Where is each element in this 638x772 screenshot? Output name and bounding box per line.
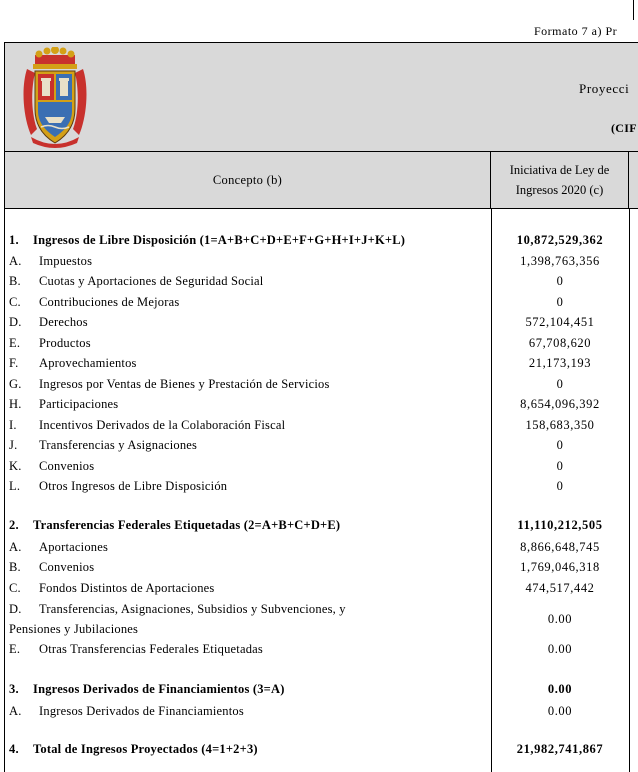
- projection-subtitle: (CIF: [611, 121, 637, 135]
- concept-column-header: Concepto (b): [5, 152, 491, 208]
- column-header-row: [4, 152, 638, 209]
- coat-of-arms-logo: [21, 47, 89, 151]
- format-label: Formato 7 a) Pr: [534, 24, 618, 38]
- iniciativa-column-header: [491, 152, 629, 208]
- header-band: [4, 42, 638, 152]
- iniciativa-header-line2: Ingresos 2020 (c): [515, 183, 604, 197]
- iniciativa-header-line1: Iniciativa de Ley de: [509, 163, 610, 177]
- top-edge-mark: [633, 0, 636, 20]
- projection-title: Proyecci: [579, 81, 630, 96]
- table-body: 1. Ingresos de Libre Disposición (1=A+B+C+D+E+F+G+H+I+J+K+L) 10,872,529,362 A. Impuestos 1,398,763,356 B. Cuotas y Aportaciones de Seguridad Social 0 C. Contribuciones de Mejoras 0 D. Derechos 572,104,451 E. Productos 67,708,620 F. Aprovechamientos 21,173,193 G. Ingresos por Ventas de Bienes y Prestación de Servicios 0 H. Participaciones 8,654,096,392 I. Incentivos Derivados de la Colaboración Fiscal 158,683,350 J. Transferencias y Asignaciones 0 K. Convenios 0 L. Otros Ingresos de Libre Disposición 0 2. Transferencias Federales Etiquetadas (2=A+B+C+D+E) 11,110,212,505 A. Aportaciones 8,866,648,745 B. Convenios 1,769,046,318 C. Fondos Distintos de Aportaciones 474,517,442 D. Transferencias, Asignaciones, Subsidios y Subvenciones, y Pensiones y Jubilaciones 0.00 E. Otras Transferencias Federales Etiquetadas 0.00 3. Ingresos Derivados de Financiamientos (3=A) 0.00 A. Ingresos Derivados de Financiamientos 0.00 4. Total de Ingresos Proyectados (4=1+2+3) 21,982,741,867: [4, 209, 638, 772]
